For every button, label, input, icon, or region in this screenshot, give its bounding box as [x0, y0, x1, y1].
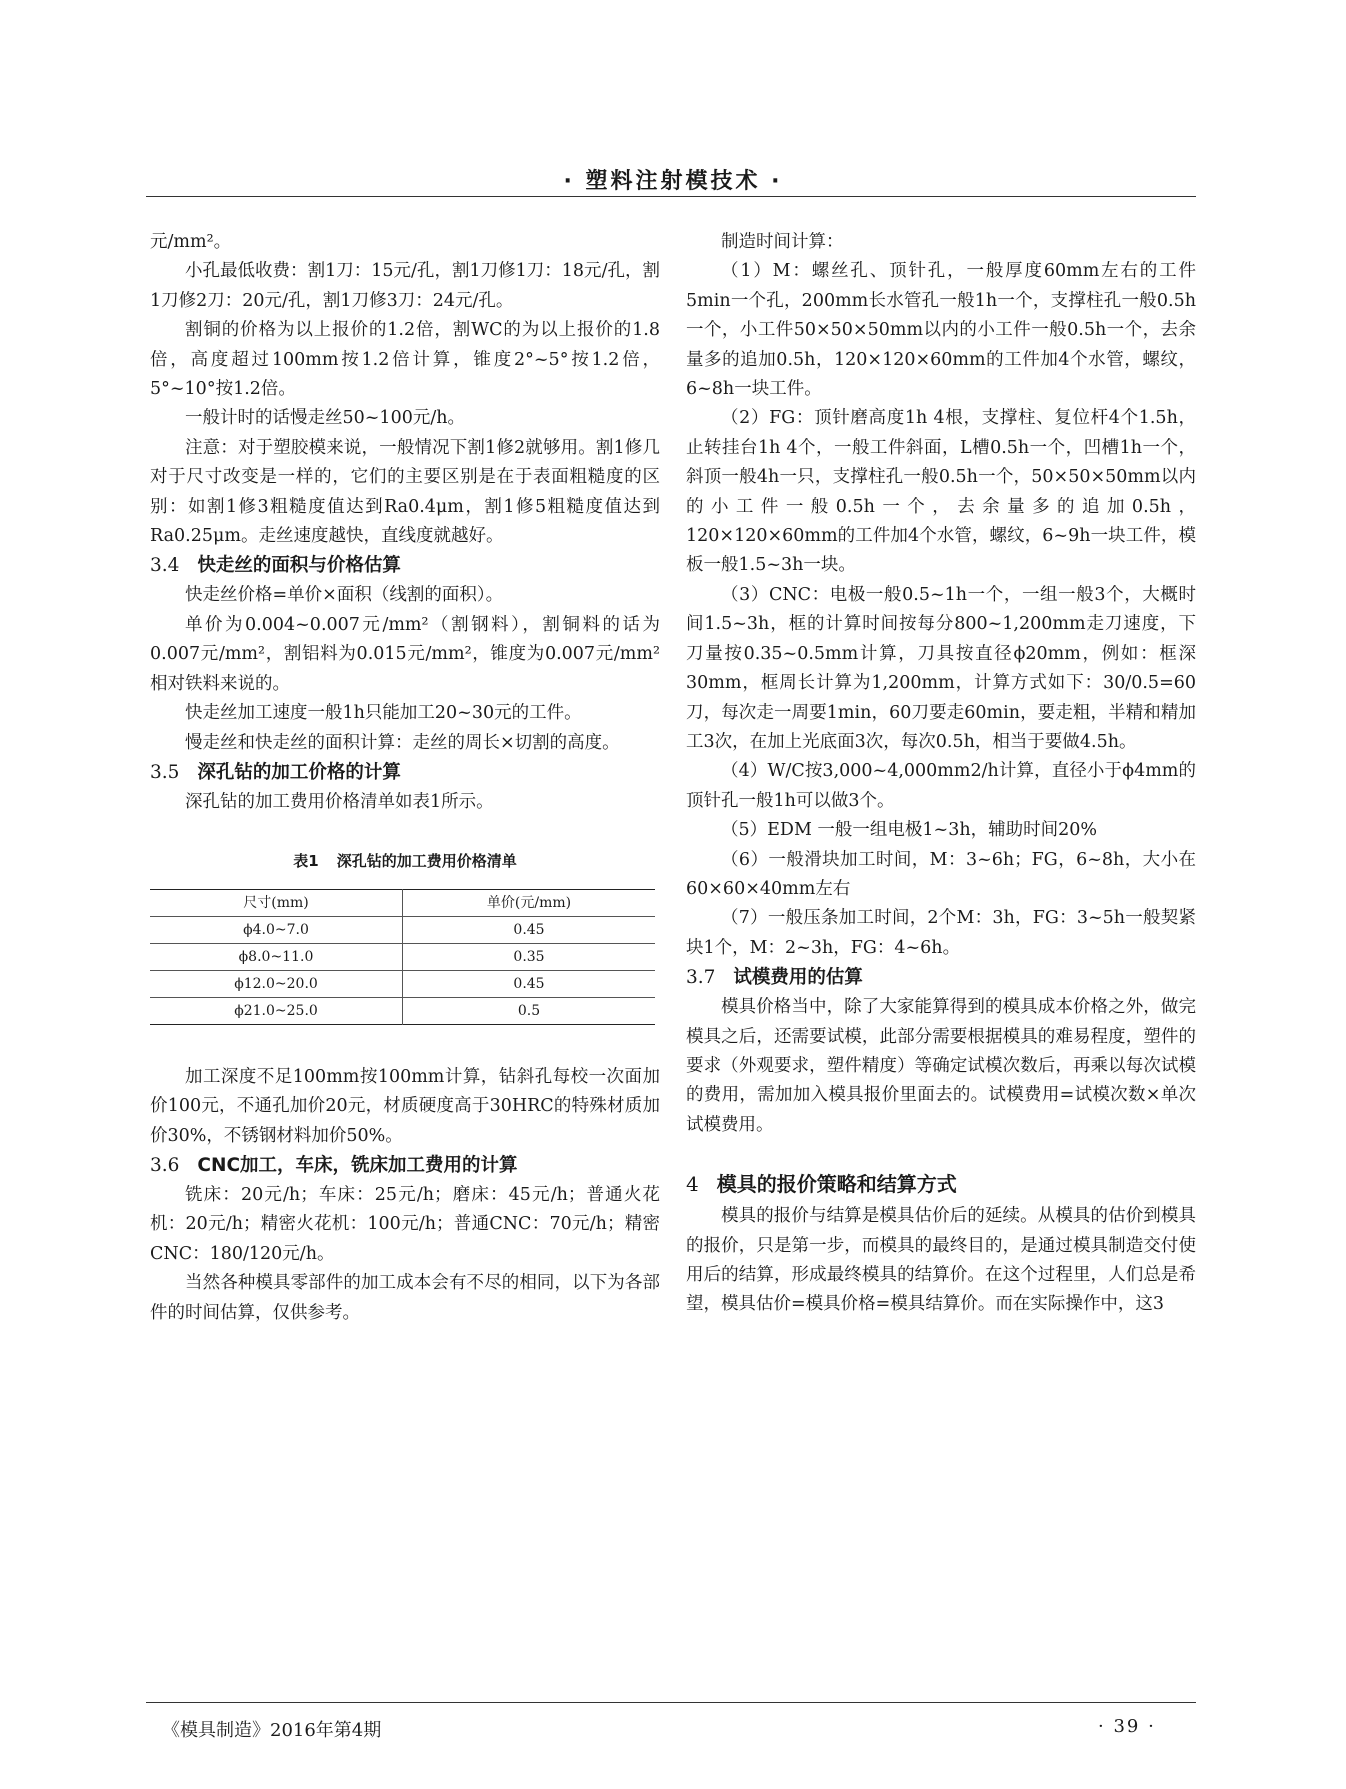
section-number: 3.5: [150, 761, 180, 783]
paragraph: （6）一般滑块加工时间，M：3~6h；FG，6~8h，大小在60×60×40mm左右: [686, 849, 1196, 899]
section-heading-3-4: [150, 551, 660, 581]
paragraph: 铣床：20元/h；车床：25元/h；磨床：45元/h；普通火花机：20元/h；精密火花机：100元/h；普通CNC：70元/h；精密CNC：180/120元/h。: [150, 1184, 660, 1264]
paragraph: 快走丝加工速度一般1h只能加工20~30元的工件。: [185, 703, 582, 724]
section-number: 4: [686, 1172, 699, 1197]
table-row: [150, 997, 655, 1024]
paragraph: 一般计时的话慢走丝50~100元/h。: [185, 408, 465, 429]
table-header-row: [150, 889, 655, 916]
table-header-price: 单价(元/mm): [486, 894, 572, 911]
page-number: · 39 ·: [1098, 1716, 1156, 1737]
table-caption: [150, 847, 660, 876]
table-cell-price: 0.35: [513, 948, 545, 965]
paragraph: 单价为0.004~0.007元/mm²（割钢料），割铜料的话为0.007元/mm²，割铝料为0.015元/mm²，锥度为0.007元/mm²相对铁料来说的。: [150, 614, 660, 694]
section-number: 3.6: [150, 1154, 180, 1176]
paragraph: （5）EDM 一般一组电极1~3h，辅助时间20%: [721, 820, 1098, 841]
section-heading-3-6: [150, 1151, 660, 1181]
paragraph: （1）M：螺丝孔、顶针孔，一般厚度60mm左右的工件5min一个孔，200mm长水管孔一般1h一个，支撑柱孔一般0.5h一个，小工件50×50×50mm以内的小工件一般0.5h一个，去余量多的追加0.5h，120×120×60mm的工件加4个水管，螺纹，6~8h一块工件。: [686, 261, 1196, 400]
section-heading-4: [686, 1168, 1196, 1200]
section-title: 深孔钻的加工价格的计算: [197, 761, 401, 783]
table-cell-size: ϕ4.0~7.0: [150, 916, 403, 943]
paragraph: 深孔钻的加工费用价格清单如表1所示。: [185, 791, 494, 812]
section-number: 3.7: [686, 967, 716, 989]
section-number: 3.4: [150, 555, 180, 577]
section-heading-3-5: [150, 758, 660, 788]
table-cell-size: ϕ12.0~20.0: [150, 970, 403, 997]
paragraph: （7）一般压条加工时间，2个M：3h，FG：3~5h一般契紧块1个，M：2~3h，FG：4~6h。: [686, 908, 1196, 958]
paragraph: 当然各种模具零部件的加工成本会有不尽的相同，以下为各部件的时间估算，仅供参考。: [150, 1273, 660, 1323]
paragraph: （3）CNC：电极一般0.5~1h一个，一组一般3个，大概时间1.5~3h，框的计算时间按每分800~1,200mm走刀速度，下刀量按0.35~0.5mm计算，刀具按直径ϕ20mm，例如：框深30mm，框周长计算为1,200mm，计算方式如下：30/0.5=60刀，每次走一周要1min，60刀要走60min，要走粗，半精和精加工3次，在加上光底面3次，每次0.5h，相当于要做4.5h。: [686, 584, 1196, 752]
journal-citation: 《模具制造》2016年第4期: [162, 1720, 382, 1741]
left-column: [150, 228, 660, 1328]
paragraph: 小孔最低收费：割1刀：15元/孔，割1刀修1刀：18元/孔，割1刀修2刀：20元/孔，割1刀修3刀：24元/孔。: [150, 261, 660, 311]
paragraph: 割铜的价格为以上报价的1.2倍，割WC的为以上报价的1.8倍，高度超过100mm按1.2倍计算，锥度2°~5°按1.2倍，5°~10°按1.2倍。: [150, 320, 660, 400]
paragraph: （4）W/C按3,000~4,000mm2/h计算，直径小于ϕ4mm的顶针孔一般1h可以做3个。: [686, 761, 1196, 811]
running-header: · 塑料注射模技术 ·: [563, 169, 783, 194]
section-title: 模具的报价策略和结算方式: [716, 1172, 957, 1197]
table-title: 深孔钻的加工费用价格清单: [336, 852, 517, 871]
table-cell-price: 0.45: [513, 921, 545, 938]
table-row: [150, 916, 655, 943]
right-column: [686, 228, 1196, 1320]
paragraph: 模具的报价与结算是模具估价后的延续。从模具的估价到模具的报价，只是第一步，而模具的最终目的，是通过模具制造交付使用后的结算，形成最终模具的结算价。在这个过程里，人们总是希望，模具估价=模具价格=模具结算价。而在实际操作中，这3: [686, 1206, 1196, 1315]
paragraph: （2）FG：顶针磨高度1h 4根，支撑柱、复位杆4个1.5h，止转挂台1h 4个，一般工件斜面，L槽0.5h一个，凹槽1h一个，斜顶一般4h一只，支撑柱孔一般0.5h一个，50×50×50mm以内的小工件一般0.5h一个，去余量多的追加0.5h，120×120×60mm的工件加4个水管，螺纹，6~9h一块工件，模板一般1.5~3h一块。: [686, 408, 1196, 576]
header-rule: [146, 196, 1196, 197]
section-title: 试模费用的估算: [733, 967, 863, 989]
table-row: [150, 970, 655, 997]
paragraph: 模具价格当中，除了大家能算得到的模具成本价格之外，做完模具之后，还需要试模，此部分需要根据模具的难易程度，塑件的要求（外观要求，塑件精度）等确定试模次数后，再乘以每次试模的费用，需加加入模具报价里面去的。试模费用=试模次数×单次试模费用。: [686, 997, 1196, 1135]
table-cell-price: 0.5: [517, 1002, 541, 1019]
section-title: 快走丝的面积与价格估算: [197, 555, 401, 577]
section-title: CNC加工，车床，铣床加工费用的计算: [197, 1154, 518, 1176]
table-row: [150, 943, 655, 970]
paragraph: 加工深度不足100mm按100mm计算，钻斜孔每校一次面加价100元，不通孔加价20元，材质硬度高于30HRC的特殊材质加价30%，不锈钢材料加价50%。: [150, 1066, 660, 1146]
section-heading-3-7: [686, 963, 1196, 993]
price-table: [150, 889, 655, 1025]
footer-rule: [146, 1702, 1196, 1703]
paragraph: 慢走丝和快走丝的面积计算：走丝的周长×切割的高度。: [185, 732, 620, 753]
table-number: 表1: [293, 852, 319, 871]
table-cell-price: 0.45: [513, 975, 545, 992]
paragraph: 元/mm²。: [150, 232, 232, 252]
table-cell-size: ϕ8.0~11.0: [150, 943, 403, 970]
paragraph: 制造时间计算：: [721, 232, 844, 252]
paragraph: 快走丝价格=单价×面积（线割的面积）。: [185, 585, 504, 606]
paragraph: 注意：对于塑胶模来说，一般情况下割1修2就够用。割1修几对于尺寸改变是一样的，它们的主要区别是在于表面粗糙度的区别：如割1修3粗糙度值达到Ra0.4μm，割1修5粗糙度值达到Ra0.25μm。走丝速度越快，直线度就越好。: [150, 437, 660, 547]
table-cell-size: ϕ21.0~25.0: [150, 997, 403, 1024]
table-header-size: 尺寸(mm): [150, 889, 403, 916]
